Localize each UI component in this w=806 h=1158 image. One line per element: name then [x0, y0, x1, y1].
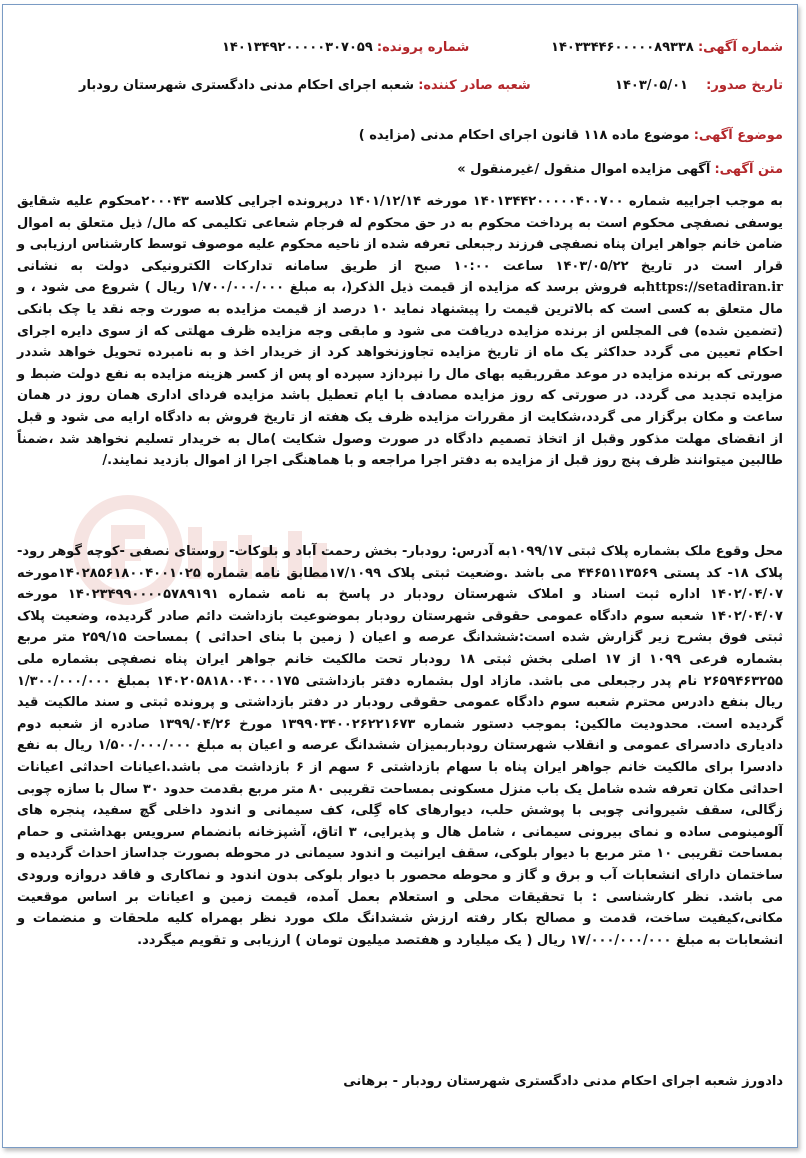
ad-text-row [17, 161, 783, 179]
issuer: شعبه اجرای احکام مدنی دادگستری شهرستان رودبار [79, 78, 415, 93]
property-description: محل وقوع ملک بشماره پلاک ثبتی ۱۰۹۹/۱۷به آدرس: رودبار- بخش رحمت آباد و بلوکات- روستای نصفی -کوچه گوهر رود- پلاک ۱۸- کد پستی ۴۴۶۵۱۱۳۵۶۹ می باشد .وضعیت ثبتی پلاک ۱۷/۱۰۹۹مطابق نامه شماره ۱۴۰۲۸۵۶۱۸۰۰۴۰۰۱۰۲۵مورخه ۱۴۰۲/۰۴/۰۷ اداره ثبت اسناد و املاک شهرستان رودبار در پاسخ به نامه شماره ۱۴۰۲۳۴۹۹۰۰۰۰۵۷۸۹۱۹۱ مورخه ۱۴۰۲/۰۴/۰۷ شعبه سوم دادگاه عمومی حقوقی شهرستان رودبار بموضوعیت بازداشت دائم صادر گردیده، وضعیت پلاک ثبتی فوق بشرح زیر گزارش شده است:ششدانگ عرصه و اعیان ( زمین با بنای احداثی ) بمساحت ۲۵۹/۱۵ متر مربع بشماره فرعی ۱۰۹۹ از ۱۷ اصلی بخش ثبتی ۱۸ رودبار تحت مالکیت خانم جواهر ایران پناه نصفچی بشماره ملی ۲۶۵۹۴۶۳۲۵۵ نام پدر رجبعلی می باشد. مازاد اول بشماره دفتر بازداشتی ۱۴۰۲۰۵۸۱۸۰۰۴۰۰۰۱۷۵ بمبلغ ۱/۳۰۰/۰۰۰/۰۰۰ ریال بنفع دادرس محترم شعبه سوم دادگاه عمومی حقوقی رودبار در دفتر بازداشتی و پرونده ثبتی و سند مالکیت قید گردیده است. محدودیت مالکین: بموجب دستور شماره ۱۳۹۹۰۳۴۰۰۲۶۲۲۱۶۷۳ مورخ ۱۳۹۹/۰۴/۲۶ صادره از شعبه دوم دادیاری دادسرای عمومی و انقلاب شهرستان رودباربمیزان ششدانگ عرصه و اعیان به مبلغ ۱/۵۰۰/۰۰۰/۰۰۰ ریال به نفع دادسرا برای مالکیت خانم جواهر ایران پناه با سهام بازداشتی ۶ سهم از ۶ بازداشت می باشد.اعیانات احداثی اعیانات احداثی مکان تعرفه شده شامل یک باب منزل مسکونی بمساحت تقریبی ۸۰ متر مربع بقدمت حدود ۳۰ سال با سازه چوبی زگالی، سقف شیروانی چوبی با پوشش حلب، دیوارهای کاه گِلی، کف سیمانی و اندود داخلی گچ سفید، پنجره های آلومینومی ساده و نمای بیرونی سیمانی ، شامل هال و پذیرایی، ۳ اتاق، آشپزخانه بانضمام سرویس بهداشتی و حمام بمساحت تقریبی ۱۰ متر مربع با دیوار بلوکی، سقف ایرانیت و اندود سیمانی در محوطه بصورت جداساز احداث گردیده و ساختمان دارای انشعابات آب و برق و گاز و محوطه محصور با دیوار بلوکی بدون اندود و نماکاری و فاقد دروازه ورودی می باشد. نظر کارشناسی : با تحقیقات محلی و استعلام بعمل آمده، قیمت زمین و اعیانات بر اساس موقعیت مکانی،کیفیت ساخت، قدمت و مصالح بکار رفته ارزش ششدانگ ملک مورد نظر بهمراه کلیه ملحقات و منضمات و انشعابات به مبلغ ۱۷/۰۰۰/۰۰۰/۰۰۰ ریال ( یک میلیارد و هفتصد میلیون تومان ) ارزیابی و تقویم میگردد. [17, 544, 784, 948]
setadiran-link[interactable]: https://setadiran.ir [645, 280, 783, 296]
subject-row [17, 127, 783, 145]
signature: دادورز شعبه اجرای احکام مدنی دادگستری شهرستان رودبار - برهانی [343, 1074, 783, 1089]
ad-text-label: متن آگهی: [714, 162, 783, 177]
body-paragraph-2 [17, 541, 783, 951]
body-paragraph-1 [17, 191, 783, 472]
paragraph-1-terms: به فروش برسد که مزایده از قیمت ذیل الذکر(، به مبلغ ۱/۷۰۰/۰۰۰/۰۰۰ ریال ) شروع می شود ، و مال متعلق به کسی است که بالاترین قیمت را پیشنهاد نماید ۱۰ درصد از قیمت مزایده به صورت وجه نقد یا چک بانکی (تضمین شده) فی المجلس از برنده مزایده دریافت می شود و مابقی وجه مزایده ظرف مهلتی که از سوی دایره اجرای احکام تعیین می گردد حداکثر یک ماه از تاریخ مزایده تجاوزنخواهد کرد از خریدار اخذ و به نامبرده تحویل خواهد شددر صورتی که برنده مزایده در موعد مقرربقیه بهای مال را نپردازد سپرده او پس از کسر هزینه مزایده به نفع دولت ضبط و مزایده تجدید می گردد. در صورتی که روز مزایده مصادف با ایام تعطیل باشد مزایده فردای اداری همان روز در همان ساعت و مکان برگزار می گردد،شکایت از مقررات مزایده ظرف یک هفته از تاریخ فروش به دادگاه ارایه می شود و قبل از انقضای مهلت مذکور وقبل از اتخاذ تصمیم دادگاه در صورت وصول شکایت )مال به خریدار تسلیم نخواهد شد ،ضمناً طالبین میتوانند ظرف پنج روز قبل از مزایده به دفتر اجرا مراجعه و با هماهنگی اجرا از اموال بازدید نمایند./ [17, 280, 783, 469]
notice-page [2, 4, 798, 1148]
file-number-field [222, 39, 469, 57]
subject-label: موضوع آگهی: [693, 128, 783, 143]
signature-row [17, 1073, 783, 1091]
subject-text: موضوع ماده ۱۱۸ قانون اجرای احکام مدنی (مزایده ) [358, 128, 690, 143]
file-number: ۱۴۰۱۳۴۹۲۰۰۰۰۰۳۰۷۰۵۹ [222, 40, 373, 55]
issue-date-label: تاریخ صدور: [706, 78, 783, 93]
issuer-label: شعبه صادر کننده: [418, 78, 531, 93]
issuer-field [79, 77, 531, 95]
issue-date: ۱۴۰۳/۰۵/۰۱ [615, 78, 688, 93]
ad-text: آگهی مزایده اموال منقول /غیرمنقول » [457, 162, 711, 177]
issue-date-field [615, 77, 783, 95]
paragraph-1-intro: به موجب اجراییه شماره ۱۴۰۱۳۴۴۲۰۰۰۰۰۴۰۰۷۰۰ مورخه ۱۴۰۱/۱۲/۱۴ درپرونده اجرایی کلاسه ۲۰۰۰۴۳‌محکوم علیه شقایق یوسفی نصفچی محکوم است به پرداخت محکوم به در حق محکوم له فرجام شعاعی تکلیمی که مال/ ذیل متعلق به اموال ضامن خانم جواهر ایران پناه نصفچی فرزند رجبعلی تعرفه شده از ناحیه محکوم علیه موصوف توسط کارشناس ارزیابی و قرار است در تاریخ ۱۴۰۳/۰۵/۲۲ ساعت ۱۰:۰۰ صبح از طریق سامانه تدارکات الکترونیکی دولت به نشانی [17, 194, 784, 274]
ad-number-field [551, 39, 783, 57]
file-number-label: شماره پرونده: [376, 40, 470, 55]
ad-number-label: شماره آگهی: [697, 40, 783, 55]
ad-number: ۱۴۰۳۳۴۴۶۰۰۰۰۰۸۹۳۳۸ [551, 40, 694, 55]
